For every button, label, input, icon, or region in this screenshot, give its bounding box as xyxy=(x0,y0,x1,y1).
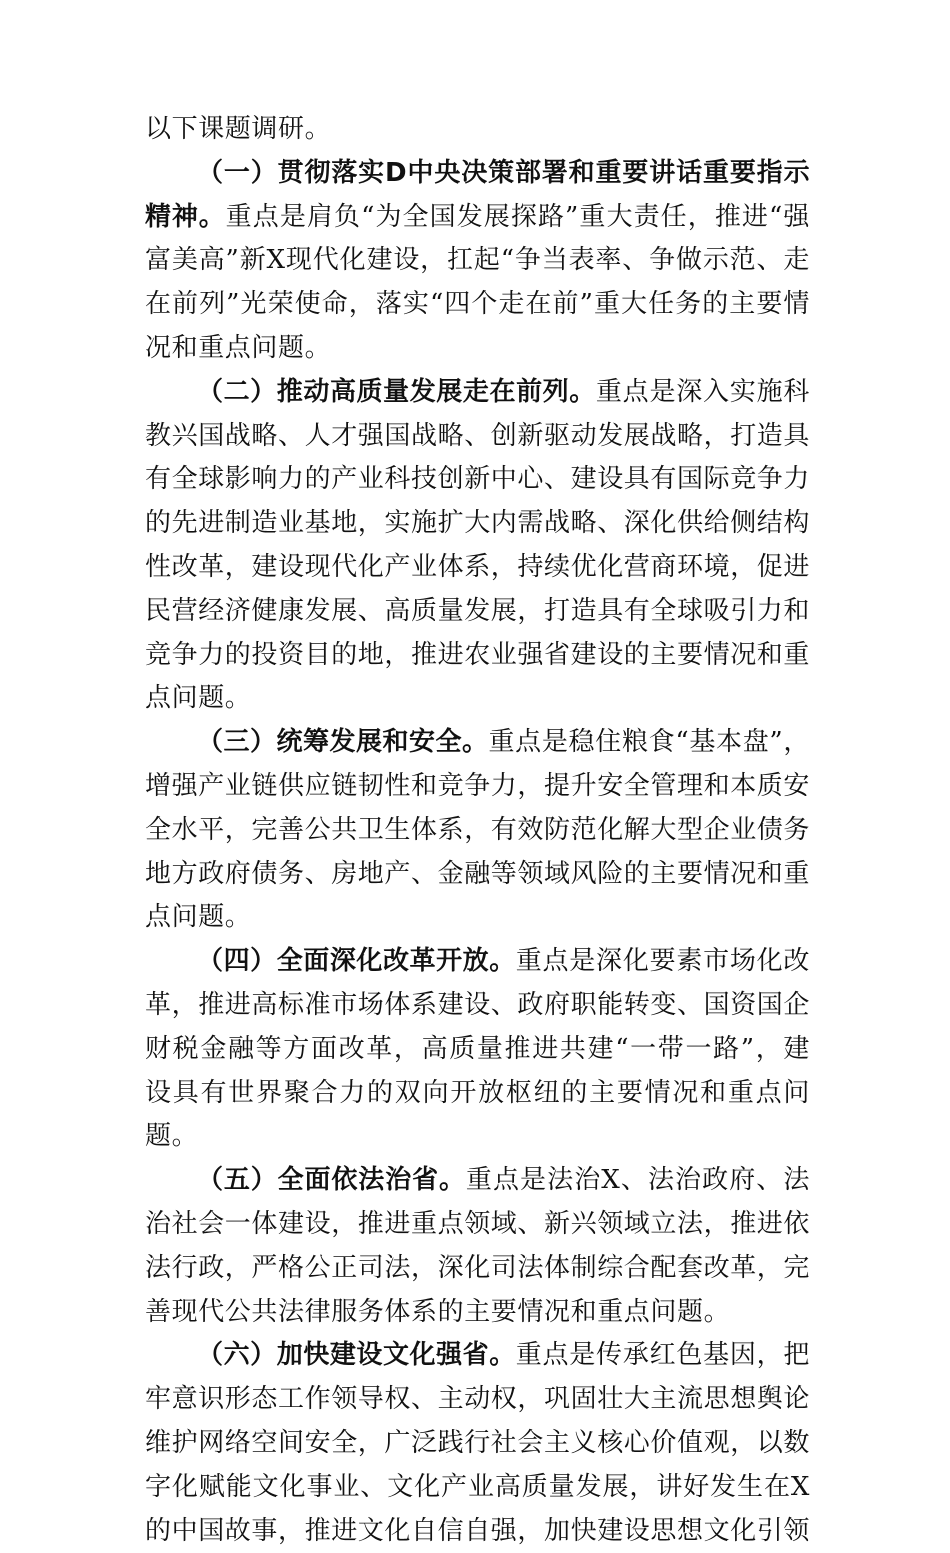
intro-paragraph: 以下课题调研。 xyxy=(145,114,332,144)
section-3-heading: （三）统筹发展和安全。 xyxy=(197,727,489,758)
section-4-heading: （四）全面深化改革开放。 xyxy=(197,946,516,977)
section-3-body: 重点是稳住粮食“基本盘”，增强产业链供应链韧性和竞争力，提升安全管理和本质安全水平，完善公共卫生体系，有效防范化解大型企业债务地方政府债务、房地产、金融等领域风险的主要情况和重点问题。 xyxy=(145,727,811,933)
section-2-body: 重点是深入实施科教兴国战略、人才强国战略、创新驱动发展战略，打造具有全球影响力的产业科技创新中心、建设具有国际竞争力的先进制造业基地，实施扩大内需战略、深化供给侧结构性改革，建设现代化产业体系，持续优化营商环境，促进民营经济健康发展、高质量发展，打造具有全球吸引力和竞争力的投资目的地，推进农业强省建设的主要情况和重点问题。 xyxy=(145,376,811,714)
section-2-heading: （二）推动高质量发展走在前列。 xyxy=(197,376,596,407)
section-6-heading: （六）加快建设文化强省。 xyxy=(197,1340,516,1371)
section-1-body: 重点是肩负“为全国发展探路”重大责任，推进“强富美高”新X现代化建设，扛起“争当表率、争做示范、走在前列”光荣使命，落实“四个走在前”重大任务的主要情况和重点问题。 xyxy=(145,201,810,363)
section-4-paragraph xyxy=(145,940,810,1159)
section-1-heading: （一）贯彻落实D中央决策部署和重要讲话重要指示精神。 xyxy=(145,157,810,232)
section-5-paragraph xyxy=(145,1159,810,1334)
section-6-paragraph xyxy=(145,1334,810,1553)
document-body xyxy=(145,108,810,1553)
section-4-body: 重点是深化要素市场化改革，推进高标准市场体系建设、政府职能转变、国资国企财税金融等方面改革，高质量推进共建“一带一路”，建设具有世界聚合力的双向开放枢纽的主要情况和重点问题。 xyxy=(145,946,811,1152)
section-2-paragraph xyxy=(145,371,810,721)
section-6-body: 重点是传承红色基因，把牢意识形态工作领导权、主动权，巩固壮大主流思想舆论维护网络空间安全，广泛践行社会主义核心价值观，以数字化赋能文化事业、文化产业高质量发展，讲好发生在X的中国故事，推进文化自信自强，加快建设思想文化引领 xyxy=(145,1340,811,1546)
section-3-paragraph xyxy=(145,721,810,940)
section-1-paragraph xyxy=(145,152,810,371)
section-5-heading: （五）全面依法治省。 xyxy=(197,1165,466,1196)
section-5-body: 重点是法治X、法治政府、法治社会一体建设，推进重点领域、新兴领域立法，推进依法行政，严格公正司法，深化司法体制综合配套改革，完善现代公共法律服务体系的主要情况和重点问题。 xyxy=(145,1165,811,1327)
